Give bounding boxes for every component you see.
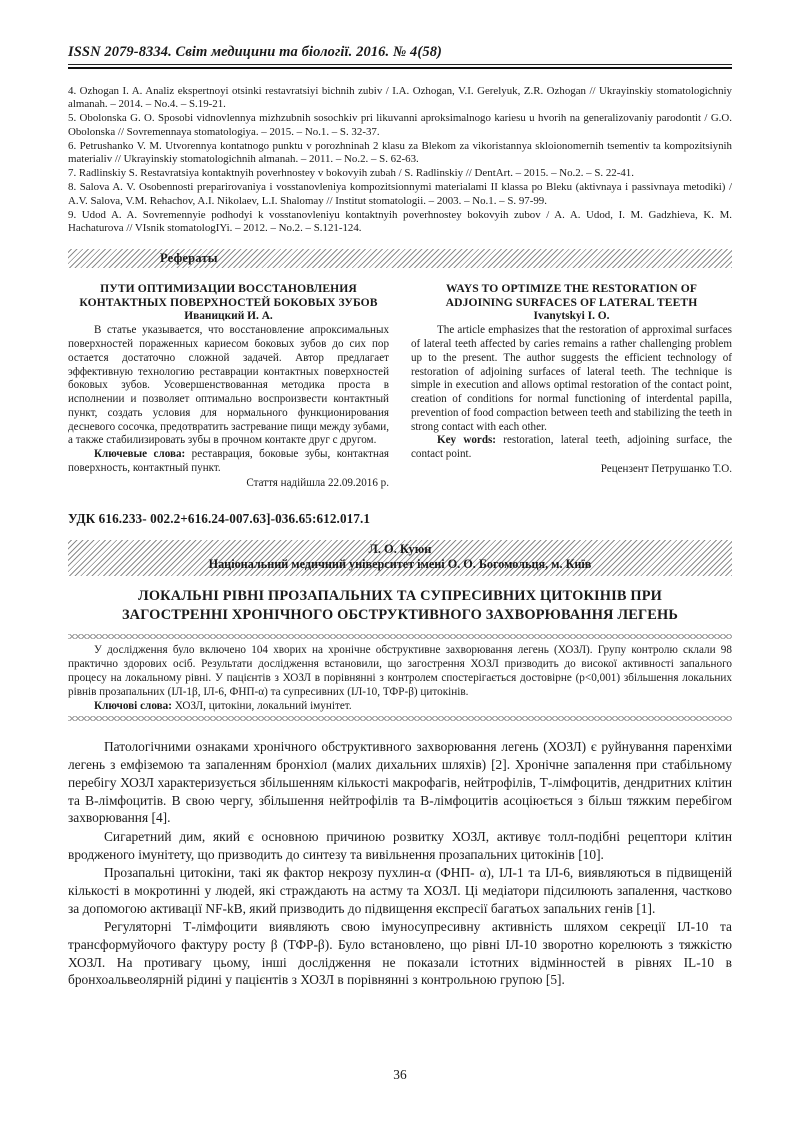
summary-ru-keywords-value: реставрация, боковые зубы, контактная поверхность, контактный пункт. <box>68 448 389 474</box>
summary-en-keywords-value: restoration, lateral teeth, adjoining surface, the contact point. <box>411 434 732 461</box>
page-content <box>68 44 732 990</box>
summary-ru-title <box>68 282 389 310</box>
header-rule <box>68 64 732 69</box>
summaries-band-title: Рефераты <box>160 251 218 266</box>
reference-item: 5. Obolonska G. O. Sposobi vidnovlennya mizhzubnih sosochkiv pri likuvanni aproksimalnogo kariesu u hvorih na generalizovaniy parodontit / G.O. Obolonska // Sovremennaya stomatologiya. – 2015. – No.1. – S. 32-37. <box>68 112 732 138</box>
summary-ru-keywords-label: Ключевые слова: <box>94 448 186 461</box>
article-abstract-block <box>68 634 732 721</box>
summary-ru-keywords <box>68 448 389 476</box>
summaries-columns <box>68 282 732 489</box>
body-paragraph: Сигаретний дим, який є основною причиною розвитку ХОЗЛ, активує толл-подібні рецептори клітин вродженого імунітету, що призводить до синтезу та вивільнення прозапальних цитокінів [10]. <box>68 828 732 862</box>
article-affiliation: Національний медичний університет імені О. О. Богомольця, м. Київ <box>208 557 592 572</box>
summary-en-body: The article emphasizes that the restoration of approximal surfaces of lateral teeth affected by caries remains a rather challenging problem up to the present. The author suggests the efficient technology of restoration of adjoining surfaces of lateral teeth. The technique is simple in execution and allows optimal restoration of the contact point, creation of conditions for normal functioning of interdental papilla, prevention of food compaction between teeth and stabilizing the teeth in strong contact with each other. <box>411 324 732 433</box>
summary-english <box>411 282 732 489</box>
reference-item: 8. Salova A. V. Osobennosti preparirovaniya i vosstanovleniya kompozitsionnymi materialami II klassa po Bleku (aktivnaya i passivnaya metodiki) / A.V. Salova, V.M. Rehachov, A.I. Nikolaev, L.I. Shalomay // Institut stomatologii. – 2003. – No.1. – S. 97-99. <box>68 180 732 207</box>
abstract-keywords <box>68 699 732 713</box>
article-abstract <box>68 639 732 716</box>
page-number: 36 <box>393 1067 407 1082</box>
reference-list <box>68 85 732 237</box>
summary-en-reviewer-note: Рецензент Петрушанко Т.О. <box>600 462 732 475</box>
article-title-line1: ЛОКАЛЬНІ РІВНІ ПРОЗАПАЛЬНИХ ТА СУПРЕСИВНИХ ЦИТОКІНІВ ПРИ <box>137 587 663 604</box>
abstract-bottom-divider <box>68 716 732 721</box>
reference-item: 7. Radlinskiy S. Restavratsiya kontaktnyih poverhnostey v bokovyih zubah / S. Radlinskiy // DentArt. – 2015. – No.2. – S. 22-41. <box>68 167 634 180</box>
reference-item: 4. Ozhogan I. A. Analiz ekspertnoyi otsinki restavratsiyi bichnih zubiv / I.A. Ozhogan, V.I. Gerelyuk, Z.R. Ozhogan // Ukrayinskiy stomatologichniy almanah. – 2014. – No.4. – S.19-21. <box>68 84 732 111</box>
body-paragraph: Регуляторні Т-лімфоцити виявляють свою імуносупресивну активність шляхом секреції ІЛ-10 та трансформуйочого фактуру росту β (ТФР-β). Було встановлено, що рівні ІЛ-10 зворотно корелюють з тяжкістю ХОЗЛ. На противагу цьому, інші дослідження не показали істотних відмінностей в рівнях IL-10 в бронхоальвеолярній рідині у пацієнтів з ХОЗЛ в порівнянні з контрольною групою [5]. <box>68 918 732 988</box>
body-paragraph: Прозапальні цитокіни, такі як фактор некрозу пухлин-α (ФНП- α), ІЛ-1 та ІЛ-6, виявляються в підвищеній кількості в мокротинні у людей, які страждають на астму та ХОЗЛ. Ці медіатори підсилюють запалення, частково за допомогою активації NF-kB, який призводить до підвищення експресії багатьох запальних генів [1]. <box>68 864 732 916</box>
summary-ru-author: Иваницкий И. А. <box>184 310 273 323</box>
summaries-section-band <box>68 249 732 268</box>
abstract-keywords-label: Ключові слова: <box>94 700 173 713</box>
summary-ru-body: В статье указывается, что восстановление апроксимальных поверхностей пораженных кариесом боковых зубов до сих пор остается достаточно сложной задачей. Автор предлагает эффективную технологию реставрации контактных поверхностей боковых зубов. Усовершенствованная методика проста в исполнении и позволяет оптимально воспроизвести контактный пункт, создать условия для нормального функционирования десневого сосочка, предотвратить застревание пищи между зубами, а также стабилизировать зубы в прочном контакте друг с другом. <box>68 324 389 447</box>
summary-ru-title-line1: ПУТИ ОПТИМИЗАЦИИ ВОССТАНОВЛЕНИЯ <box>100 282 357 296</box>
summary-en-title-line1: WAYS TO OPTIMIZE THE RESTORATION OF <box>445 282 697 296</box>
article-title-line2: ЗАГОСТРЕННІ ХРОНІЧНОГО ОБСТРУКТИВНОГО ЗАХВОРЮВАННЯ ЛЕГЕНЬ <box>121 606 679 623</box>
abstract-text: У дослідження було включено 104 хворих на хронічне обструктивне захворювання легень (ХОЗЛ). Групу контролю склали 98 практично здорових осіб. Результати дослідження встановили, що загострення ХОЗЛ призводить до високої активності запального процесу на локальному рівні. У пацієнтів з ХОЗЛ в порівнянні з контролем спостерігається достовірне (р<0,001) збільшення локальних рівнів прозапальних (ІЛ-1β, ІЛ-6, ФНП-α) та супресивних (ІЛ-10, ТФР-β) цитокінів. <box>68 643 732 699</box>
summary-en-keywords-label: Key words: <box>437 434 497 447</box>
running-head: ISSN 2079-8334. Світ медицини та біології. 2016. № 4(58) <box>68 44 442 60</box>
summary-ru-received-note: Стаття надійшла 22.09.2016 р. <box>246 476 389 489</box>
summary-en-keywords <box>411 434 732 462</box>
summary-en-title <box>411 282 732 310</box>
abstract-keywords-value: ХОЗЛ, цитокіни, локальний імунітет. <box>174 700 352 713</box>
article-author-block <box>68 540 732 576</box>
reference-item: 9. Udod A. A. Sovremennyie podhodyi k vosstanovleniyu kontaktnyih poverhnostey bokovyih zubov / A. A. Udod, I. M. Gadzhieva, K. M. Hachaturova // VIsnik stomatologIYi. – 2012. – No.2. – S.121-124. <box>68 208 732 235</box>
article-author-name: Л. О. Куюн <box>368 541 432 556</box>
summary-en-title-line2: ADJOINING SURFACES OF LATERAL TEETH <box>445 296 698 310</box>
reference-item: 6. Petrushanko V. M. Utvorennya kontatnogo punktu v porozhninah 2 klasu za Blekom za vikoristannya skloionomernih tsementiv ta kompozitsiynih materialiv // Ukrayinskiy stomatologichnih almanah. – 2011. – No.2. – S. 62-63. <box>68 139 732 166</box>
article-body <box>68 738 732 989</box>
body-paragraph: Патологічними ознаками хронічного обструктивного захворювання легень (ХОЗЛ) є руйнування паренхіми легень з емфіземою та запаленням бронхіол (малих дихальних шляхів) [2]. Хронічне запалення при стабільному перебігу ХОЗЛ характеризується збільшенням кількості макрофагів, нейтрофілів, Т-лімфоцитів, дендритних клітин та В-лімфоцитів. В свою чергу, збільшення нейтрофілів та В-лімфоцитів асоціюється з більш тяжким перебігом захворювання [4]. <box>68 739 732 826</box>
summary-en-author: Ivanytskyi I. O. <box>533 310 610 323</box>
article-title <box>68 587 732 625</box>
summary-ru-title-line2: КОНТАКТНЫХ ПОВЕРХНОСТЕЙ БОКОВЫХ ЗУБОВ <box>79 296 378 310</box>
summary-russian <box>68 282 389 489</box>
udc-code: УДК 616.233- 002.2+616.24-007.63]-036.65:612.017.1 <box>68 510 371 526</box>
